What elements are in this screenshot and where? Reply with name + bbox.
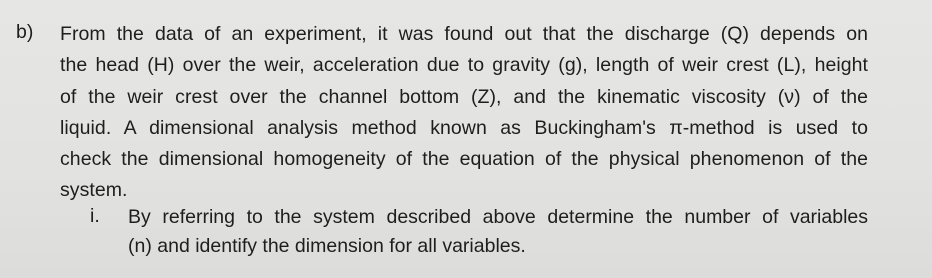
subpart-text [128,203,868,261]
subpart-label: i. [90,205,100,227]
paragraph-line: the head (H) over the weir, acceleration due to gravity (g), length of weir crest (L), height [60,54,868,77]
question-paragraph [60,19,868,207]
paragraph-line: system. [60,179,128,202]
paragraph-line: of the weir crest over the channel bottom (Z), and the kinematic viscosity (ν) of the [60,85,868,108]
subpart-line: (n) and identify the dimension for all variables. [128,235,526,257]
paragraph-line: From the data of an experiment, it was found out that the discharge (Q) depends on [60,23,868,45]
part-label: b) [16,21,34,43]
paragraph-line: liquid. A dimensional analysis method known as Buckingham's π-method is used to [60,116,868,139]
subpart-line: By referring to the system described above determine the number of variables [128,206,868,228]
paragraph-line: check the dimensional homogeneity of the equation of the physical phenomenon of the [60,148,868,171]
